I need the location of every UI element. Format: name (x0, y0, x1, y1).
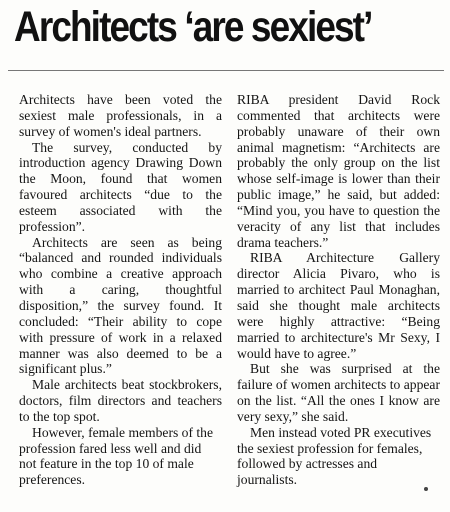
print-speck (424, 487, 428, 491)
article-paragraph: But she was surprised at the failure of women architects to appear on the list. “All the ones I know are very sexy,” she said. (237, 361, 440, 424)
article-headline: Architects ‘are sexiest’ (14, 3, 372, 51)
article-paragraph: However, female members of the profession fared less well and did not feature in the top 10 of male preferences. (19, 424, 214, 488)
article-column-left (19, 92, 222, 488)
article-paragraph: RIBA president David Rock commented that architects were probably unaware of their own animal magnetism: “Architects are probably the only group on the list whose self-image is lower than their public image,” he said, but added: “Mind you, you have to question the veracity of any list that includes drama teachers.” (237, 92, 440, 250)
article-paragraph: Male architects beat stockbrokers, doctors, film directors and teachers to the top spot. (19, 377, 222, 424)
article-paragraph: Architects are seen as being “balanced and rounded individuals who combine a creative approach with a caring, thoughtful disposition,” the survey found. It concluded: “Their ability to cope with pressure of work in a relaxed manner was also deemed to be a significant plus.” (19, 234, 222, 377)
article-column-right (237, 92, 440, 488)
article-paragraph: RIBA Architecture Gallery director Alicia Pivaro, who is married to architect Paul Monaghan, said she thought male architects were highly attractive: “Being married to architecture's Mr Sexy, I would have to agree.” (237, 250, 440, 361)
article-paragraph: The survey, conducted by introduction agency Drawing Down the Moon, found that women favoured architects “due to the esteem associated with the profession”. (19, 139, 222, 234)
headline-divider (8, 70, 444, 71)
article-paragraph: Architects have been voted the sexiest male professionals, in a survey of women's ideal partners. (19, 92, 222, 139)
article-paragraph: Men instead voted PR executives the sexiest profession for females, followed by actresses and journalists. (237, 424, 432, 488)
